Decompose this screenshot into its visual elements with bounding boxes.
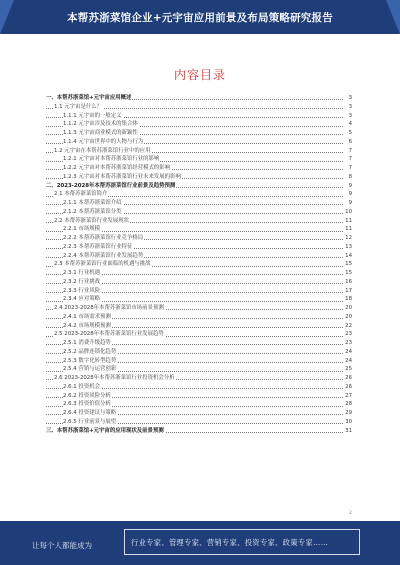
toc-entry-label: 2.6.5 行业前景与展望 <box>63 418 117 425</box>
toc-entry-label: 三、本帮苏浙菜馆+元宇宙的应用现状及前景预测 <box>46 427 164 434</box>
toc-entry-page: 24 <box>345 348 352 355</box>
toc-entry-label: 2.3.4 应对策略 <box>63 296 100 303</box>
toc-entry-page: 7 <box>348 165 352 171</box>
toc-entry[interactable] <box>46 409 352 418</box>
toc-entry[interactable] <box>46 348 352 357</box>
toc-entry[interactable] <box>46 225 352 234</box>
toc-entry-label: 1.1 元宇宙是什么？ <box>54 103 103 110</box>
toc-entry-label: 2.1.1 本帮苏浙菜馆介绍 <box>63 200 122 206</box>
footer-tagline: 行业专家、管理专家、营销专家、投资专家、政策专家…… <box>131 538 329 547</box>
header-corner-right <box>386 0 400 34</box>
toc-entry-page: 22 <box>345 322 352 329</box>
toc-entry-label: 1.2.3 元宇宙对本帮苏浙菜馆行业未来发展的影响 <box>63 173 181 180</box>
toc-entry[interactable] <box>46 112 352 121</box>
toc-entry[interactable] <box>46 322 352 331</box>
toc-entry[interactable] <box>46 164 352 173</box>
toc-entry-page: 18 <box>345 296 352 303</box>
toc-entry-page: 3 <box>348 112 352 119</box>
toc-entry[interactable] <box>46 199 352 208</box>
toc-entry-label: 2.5.3 数字化转型趋势 <box>63 357 117 364</box>
toc-entry-page: 12 <box>345 235 352 241</box>
toc-entry-page: 24 <box>345 357 352 364</box>
toc-entry-page: 20 <box>345 313 352 320</box>
toc-entry[interactable] <box>46 94 352 103</box>
toc-entry-label: 2.6.3 投资价值分析 <box>63 401 111 408</box>
toc-entry-page: 9 <box>348 200 352 206</box>
toc-entry-page: 15 <box>345 270 352 276</box>
toc-entry-label: 1.2.1 元宇宙对本帮苏浙菜馆行业的影响 <box>63 156 160 163</box>
toc-entry-page: 13 <box>345 243 352 250</box>
toc-entry[interactable] <box>46 304 352 313</box>
toc-entry-label: 2.2.1 市场规模 <box>63 226 100 233</box>
toc-entry-label: 2.3 本帮苏浙菜馆行业面临的机遇与挑战 <box>54 261 151 268</box>
toc-entry-label: 2.2.4 本帮苏浙菜馆行业发展趋势 <box>63 252 144 259</box>
toc-entry[interactable] <box>46 295 352 304</box>
toc-entry-page: 23 <box>345 340 352 346</box>
toc-entry-label: 2.4.1 市场需求预测 <box>63 313 111 320</box>
toc-entry-page: 25 <box>345 366 352 373</box>
toc-entry-page: 6 <box>348 138 352 145</box>
toc-entry[interactable] <box>46 182 352 191</box>
toc-entry-label: 2.1.2 本帮苏浙菜馆分类 <box>63 208 122 215</box>
toc-entry-page: 14 <box>345 252 352 259</box>
toc-entry-label: 2.5.4 营销与运营创新 <box>63 366 117 373</box>
toc-entry-label: 2.5 2023-2028年本帮苏浙菜馆行业发展趋势 <box>54 331 164 338</box>
toc-entry-page: 3 <box>348 103 352 110</box>
toc-entry[interactable] <box>46 427 352 436</box>
toc-entry[interactable] <box>46 278 352 287</box>
toc-entry-page: 16 <box>345 278 352 285</box>
toc-entry[interactable] <box>46 129 352 138</box>
toc-entry[interactable] <box>46 252 352 261</box>
toc-entry-label: 2.2 本帮苏浙菜馆行业发展现状 <box>54 217 129 224</box>
toc-entry[interactable] <box>46 103 352 112</box>
toc-entry-page: 9 <box>348 182 352 189</box>
toc-entry[interactable] <box>46 190 352 199</box>
toc-entry[interactable] <box>46 365 352 374</box>
toc-entry-page: 7 <box>348 147 352 154</box>
toc-entry-label: 2.6.2 投资风险分析 <box>63 392 111 399</box>
page-number: 2 <box>349 511 352 516</box>
toc-entry-page: 26 <box>345 383 352 390</box>
toc-entry-label: 2.6.4 投资建议与策略 <box>63 410 117 416</box>
toc-entry-label: 2.6.1 投资机会 <box>63 383 100 390</box>
toc-entry-page: 23 <box>345 331 352 338</box>
toc-entry[interactable] <box>46 120 352 129</box>
toc-entry[interactable] <box>46 147 352 156</box>
toc-entry-page: 29 <box>345 410 352 416</box>
toc-entry-page: 28 <box>345 401 352 408</box>
toc-entry[interactable] <box>46 287 352 296</box>
toc-entry[interactable] <box>46 400 352 409</box>
toc-entry[interactable] <box>46 138 352 147</box>
toc-entry-label: 1.1.3 元宇宙商业模式的新颖性 <box>63 130 138 136</box>
toc-entry-page: 5 <box>348 130 352 136</box>
toc-entry-label: 一、本帮苏浙菜馆+元宇宙应用概述 <box>46 95 132 101</box>
toc-entry[interactable] <box>46 217 352 226</box>
toc-entry-page: 9 <box>348 191 352 198</box>
toc-entry[interactable] <box>46 208 352 217</box>
toc-entry-page: 10 <box>345 208 352 215</box>
toc-entry[interactable] <box>46 234 352 243</box>
toc-entry-page: 3 <box>348 95 352 101</box>
toc-entry[interactable] <box>46 392 352 401</box>
toc-entry-label: 1.2 元宇宙在本帮苏浙菜馆行业中的应用 <box>54 147 151 154</box>
toc-entry-label: 2.3.1 行业机遇 <box>63 270 100 276</box>
toc-entry-label: 2.5.2 品牌连锁化趋势 <box>63 348 117 355</box>
toc-entry[interactable] <box>46 313 352 322</box>
footer-lead-text: 让每个人都能成为 <box>32 541 92 550</box>
toc-entry[interactable] <box>46 330 352 339</box>
footer-tagline-box <box>124 529 360 555</box>
toc-entry-label: 2.6 2023-2028年本帮苏浙菜馆行业投资机会分析 <box>54 375 175 381</box>
toc-entry-page: 30 <box>345 418 352 425</box>
toc-entry-page: 15 <box>345 261 352 268</box>
toc-entry[interactable] <box>46 374 352 383</box>
toc-entry[interactable] <box>46 269 352 278</box>
toc-entry-label: 二、2023-2028年本帮苏浙菜馆行业前景及趋势预测 <box>46 182 176 189</box>
toc-entry-label: 2.3.2 行业挑战 <box>63 278 100 285</box>
toc-entry-label: 1.1.4 元宇宙世界中的人物与行为 <box>63 138 144 145</box>
toc-entry-label: 2.4.2 市场规模预测 <box>63 322 111 329</box>
toc-entry-label: 2.2.3 本帮苏浙菜馆行业特征 <box>63 243 133 250</box>
toc-entry[interactable] <box>46 155 352 164</box>
toc-heading: 内容目录 <box>173 68 226 82</box>
report-title: 本帮苏浙菜馆企业+元宇宙应用前景及布局策略研究报告 <box>67 12 333 24</box>
toc-entry[interactable] <box>46 357 352 366</box>
toc-entry-label: 1.1.2 元宇宙涉及技术的集合体 <box>63 121 138 128</box>
toc-entry-page: 11 <box>345 217 352 224</box>
toc-entry-label: 2.2.2 本帮苏浙菜馆行业竞争格局 <box>63 235 144 241</box>
toc-entry-page: 11 <box>345 226 352 233</box>
toc-entry-label: 2.3.3 行业风险 <box>63 287 100 294</box>
toc-entry-label: 2.4 2023-2028年本帮苏浙菜馆市场前景预测 <box>54 305 164 311</box>
toc-entry-label: 1.1.1 元宇宙的一般定义 <box>63 112 122 119</box>
toc-entry-page: 8 <box>348 173 352 180</box>
table-of-contents <box>46 94 352 435</box>
toc-entry-page: 20 <box>345 305 352 311</box>
toc-entry-label: 2.1 本帮苏浙菜馆简介 <box>54 191 108 198</box>
toc-entry-label: 2.5.1 消费升级趋势 <box>63 340 111 346</box>
header-bar <box>0 0 400 34</box>
toc-entry[interactable] <box>46 339 352 348</box>
toc-entry-page: 7 <box>348 156 352 163</box>
toc-entry-page: 26 <box>345 375 352 381</box>
toc-entry-page: 31 <box>345 427 352 434</box>
toc-entry[interactable] <box>46 173 352 182</box>
toc-entry[interactable] <box>46 260 352 269</box>
toc-entry-label: 1.2.2 元宇宙对本帮苏浙菜馆经营模式的影响 <box>63 165 171 171</box>
toc-entry[interactable] <box>46 243 352 252</box>
toc-entry[interactable] <box>46 418 352 427</box>
toc-entry-page: 27 <box>345 392 352 399</box>
toc-entry-page: 4 <box>348 121 352 128</box>
toc-entry[interactable] <box>46 383 352 392</box>
toc-entry-page: 17 <box>345 287 352 294</box>
